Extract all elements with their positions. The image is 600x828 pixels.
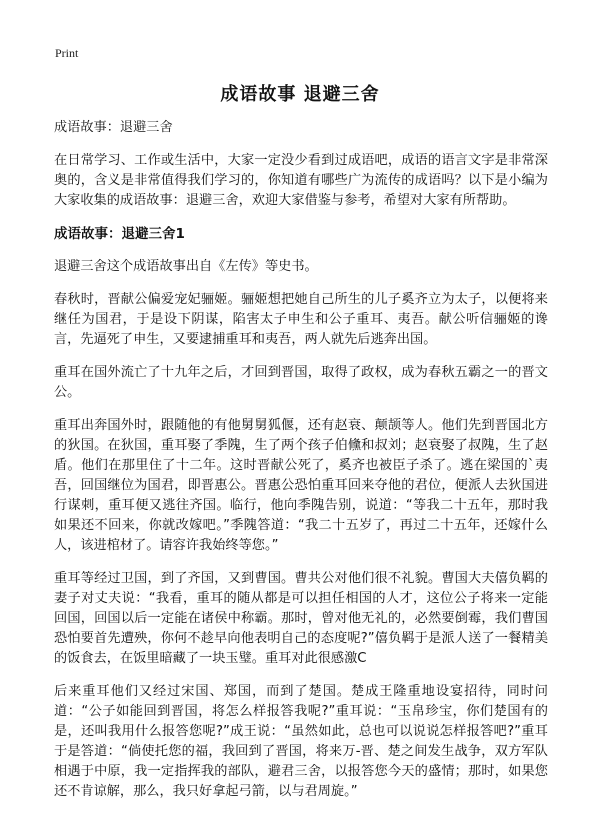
paragraph-2: 春秋时，晋献公偏爱宠妃骊姬。骊姬想把她自己所生的儿子奚齐立为太子，以便将来继任为国君，于是设下阴谋，陷害太子申生和公子重耳、夷吾。献公听信骊姬的谗言，先逼死了申生，又要逮捕重耳和夷吾，两人就先后逃奔出国。 bbox=[54, 292, 548, 347]
article-body bbox=[54, 118, 548, 815]
paragraph-1: 退避三舍这个成语故事出自《左传》等史书。 bbox=[54, 259, 318, 274]
paragraph-6: 后来重耳他们又经过宋国、郑国，而到了楚国。楚成王隆重地设宴招待，同时问道：“公子如能回到晋国，将怎么样报答我呢?”重耳说：“玉帛珍宝，你们楚国有的是，还叫我用什么报答您呢?”成王说：“虽然如此，总也可以说说怎样报答吧?”重耳于是答道：“倘使托您的福，我回到了晋国，将来万-晋、楚之间发生战争，双方军队相遇于中原，我一定指挥我的部队，避君三舍，以报答您今天的盛情；那时，如果您还不肯谅解，那么，我只好拿起弓箭，以与君周旋。” bbox=[54, 684, 548, 799]
section-heading: 成语故事：退避三舍1 bbox=[54, 226, 185, 242]
paragraph-5: 重耳等经过卫国，到了齐国，又到曹国。曹共公对他们很不礼貌。曹国大夫僖负羁的妻子对丈夫说：“我看，重耳的随从都是可以担任相国的人才，这位公子将来一定能回国，回国以后一定能在诸侯中称霸。那时，曾对他无礼的，必然要倒霉，我们曹国恐怕要首先遭殃，你何不趁早向他表明自己的态度呢?”僖负羁于是派人送了一餐精美的饭食去，在饭里暗藏了一块玉璧。重耳对此很感激C bbox=[54, 571, 548, 666]
page-title: 成语故事 退避三舍 bbox=[220, 84, 380, 105]
article-subtitle: 成语故事：退避三舍 bbox=[54, 120, 173, 135]
print-link[interactable]: Print bbox=[55, 46, 79, 60]
intro-paragraph: 在日常学习、工作或生活中，大家一定没少看到过成语吧，成语的语言文字是非常深奥的，含义是非常值得我们学习的，你知道有哪些广为流传的成语吗？以下是小编为大家收集的成语故事：退避三舍，欢迎大家借鉴与参考，希望对大家有所帮助。 bbox=[54, 153, 548, 208]
paragraph-4: 重耳出奔国外时，跟随他的有他舅舅狐偃，还有赵衰、颠颉等人。他们先到晋国北方的狄国。在狄国，重耳娶了季隗，生了两个孩子伯儵和叔刘；赵衰娶了叔隗，生了赵盾。他们在那里住了十二年。这时晋献公死了，奚齐也被臣子杀了。逃在梁国的`夷吾，回国继位为国君，即晋惠公。晋惠公恐怕重耳回来夺他的君位，便派人去狄国进行谋刺，重耳便又逃往齐国。临行，他向季隗告别，说道：“等我二十五年，那时我如果还不回来，你就改嫁吧。”季隗答道：“我二十五岁了，再过二十五年，还嫁什么人，该进棺材了。请容许我始终等您。” bbox=[54, 418, 548, 553]
paragraph-3: 重耳在国外流亡了十九年之后，才回到晋国，取得了政权，成为春秋五霸之一的晋文公。 bbox=[54, 365, 548, 400]
